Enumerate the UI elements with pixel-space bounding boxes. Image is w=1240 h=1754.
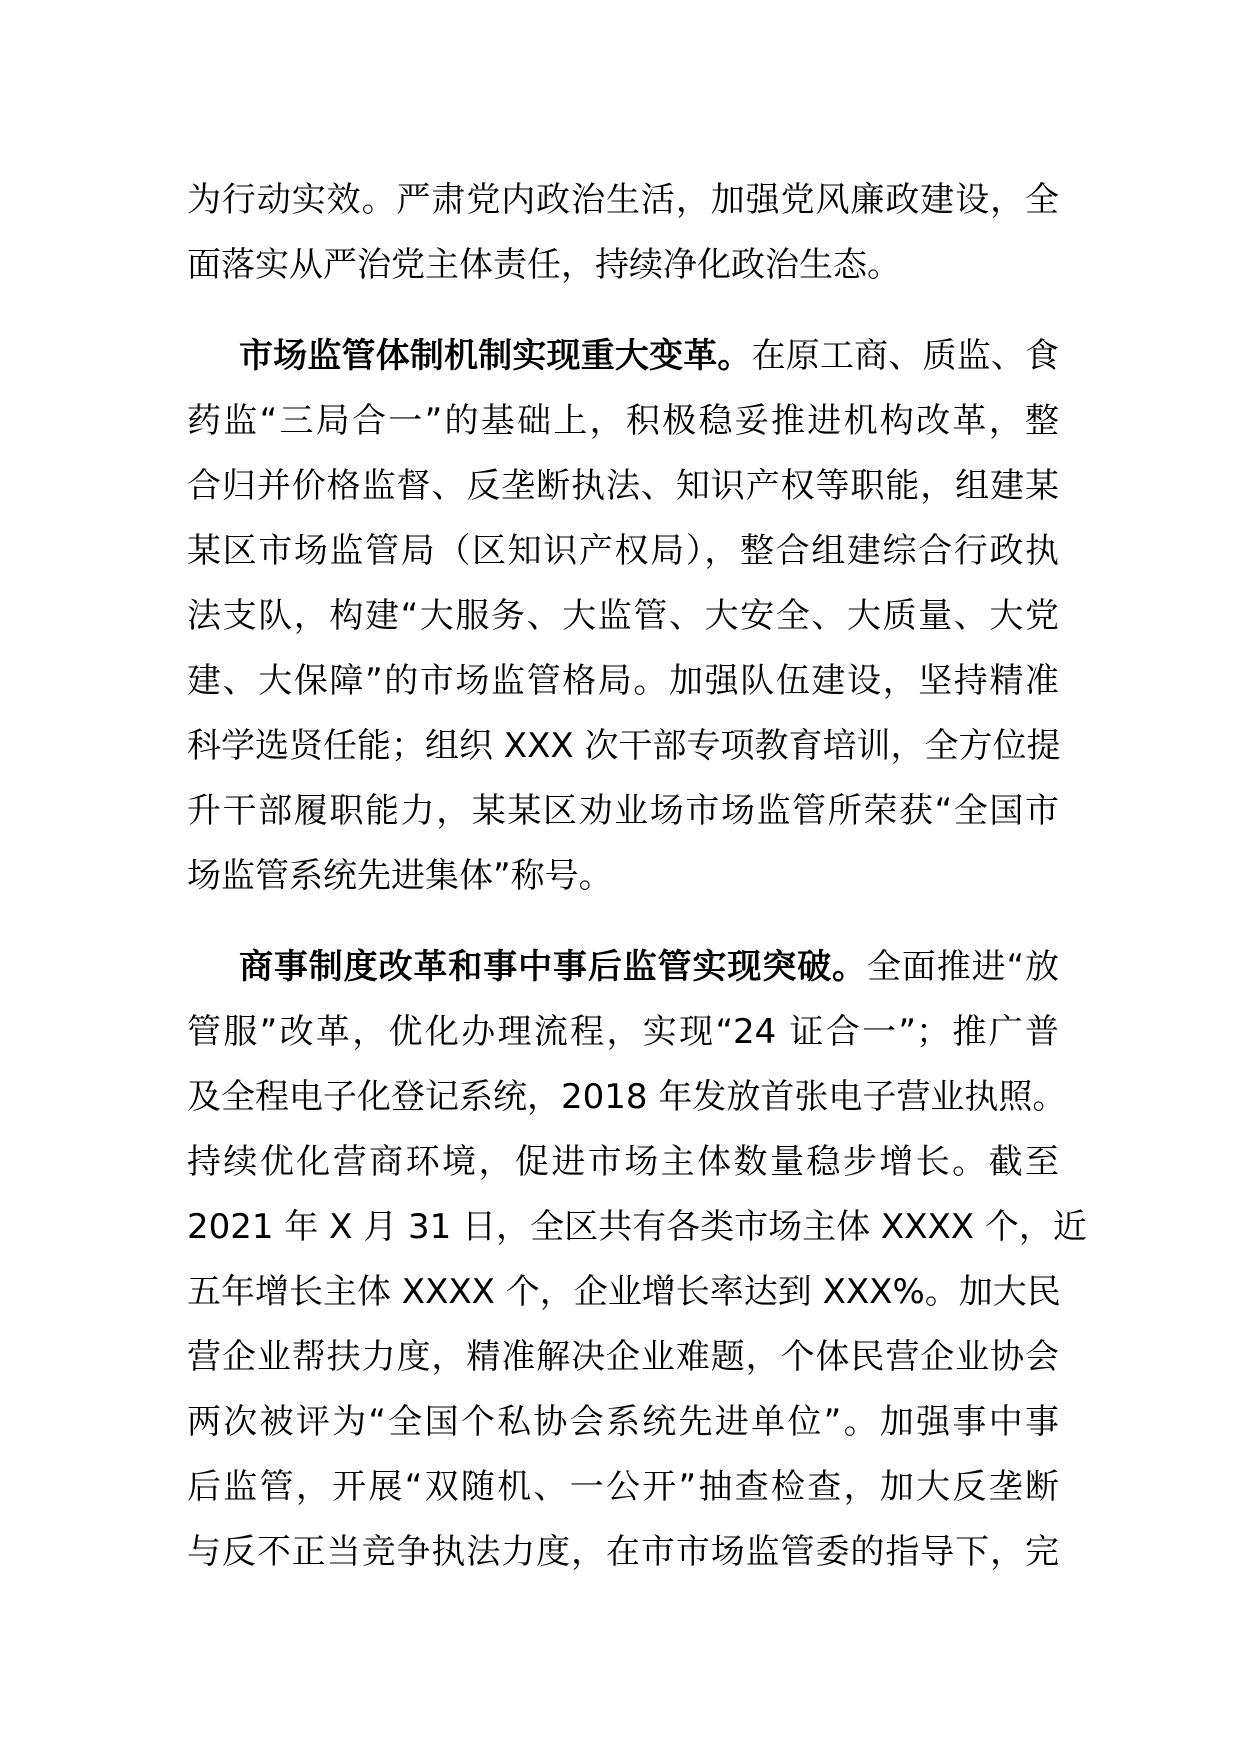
paragraph-line: 两次被评为“全国个私协会系统先进单位”。加强事中事 (187, 1402, 1059, 1442)
paragraph-line: 营企业帮扶力度，精准解决企业难题，个体民营企业协会 (187, 1337, 1059, 1377)
paragraph-line: 后监管，开展“双随机、一公开”抽查检查，加大反垄断 (187, 1467, 1059, 1507)
paragraph-line: 科学选贤任能；组织 XXX 次干部专项教育培训，全方位提 (187, 726, 1061, 766)
paragraph-commercial-reform (187, 935, 1087, 1585)
paragraph-line: 持续优化营商环境，促进市场主体数量稳步增长。截至 (187, 1142, 1059, 1182)
paragraph-line: 与反不正当竞争执法力度，在市市场监管委的指导下，完 (187, 1532, 1059, 1572)
paragraph-line: 药监“三局合一”的基础上，积极稳妥推进机构改革，整 (187, 401, 1059, 441)
paragraph-line: 管服”改革，优化办理流程，实现“24 证合一”；推广普 (187, 1012, 1059, 1052)
paragraph-text: 在原工商、质监、食 (751, 336, 1060, 376)
paragraph-first-line (187, 935, 1059, 1000)
paragraph-spacer (187, 298, 1059, 324)
paragraph-regulatory-reform (187, 324, 1059, 909)
paragraph-line: 面落实从严治党主体责任，持续净化政治生态。 (187, 245, 901, 285)
paragraph-line: 场监管系统先进集体”称号。 (187, 856, 613, 896)
paragraph-line: 建、大保障”的市场监管格局。加强队伍建设，坚持精准 (187, 661, 1059, 701)
paragraph-spacer (187, 909, 1059, 935)
paragraph-party-building (187, 168, 1059, 298)
paragraph-line: 法支队，构建“大服务、大监管、大安全、大质量、大党 (187, 596, 1059, 636)
paragraph-line: 升干部履职能力，某某区劝业场市场监管所荣获“全国市 (187, 791, 1059, 831)
paragraph-heading: 商事制度改革和事中事后监管实现突破。 (239, 947, 867, 987)
document-body (187, 168, 1087, 1585)
paragraph-line: 为行动实效。严肃党内政治生活，加强党风廉政建设，全 (187, 180, 1059, 220)
paragraph-line: 2021 年 X 月 31 日，全区共有各类市场主体 XXXX 个，近 (187, 1207, 1087, 1247)
paragraph-line: 及全程电子化登记系统，2018 年发放首张电子营业执照。 (187, 1077, 1067, 1117)
paragraph-heading: 市场监管体制机制实现重大变革。 (239, 336, 752, 376)
paragraph-line: 合归并价格监督、反垄断执法、知识产权等职能，组建某 (187, 466, 1059, 506)
paragraph-first-line (187, 324, 1059, 389)
paragraph-text: 全面推进“放 (866, 947, 1059, 987)
paragraph-line: 五年增长主体 XXXX 个，企业增长率达到 XXX%。加大民 (187, 1272, 1061, 1312)
paragraph-line: 某区市场监管局（区知识产权局），整合组建综合行政执 (187, 531, 1059, 571)
